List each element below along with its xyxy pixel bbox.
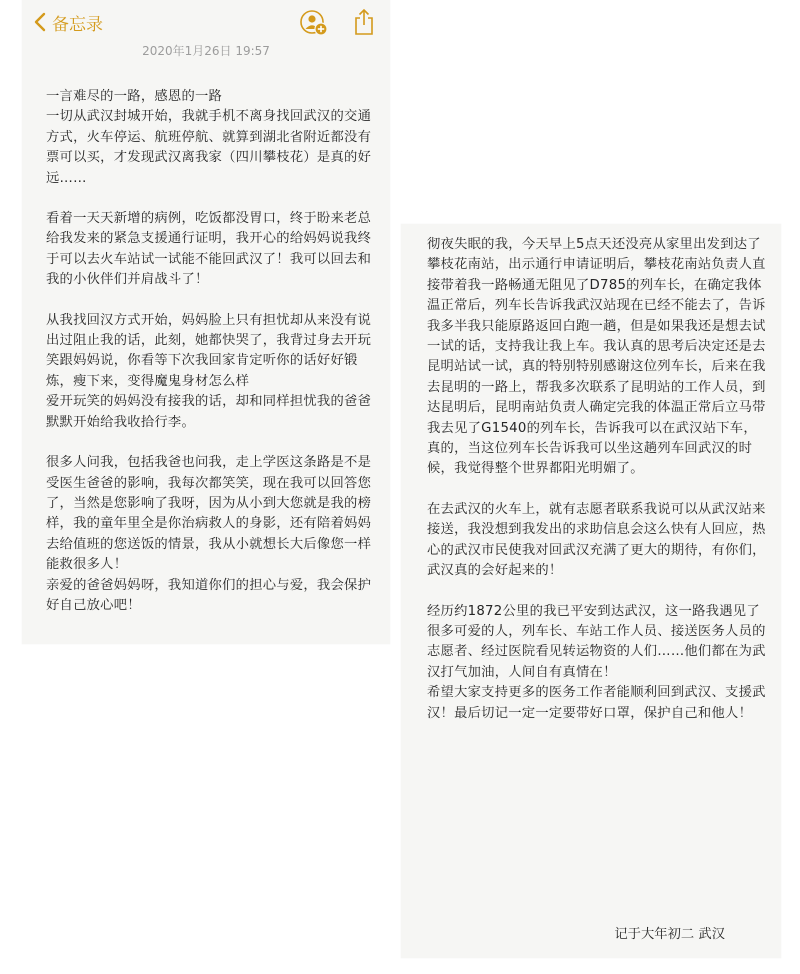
note-paragraph: 从我找回汉方式开始，妈妈脸上只有担忧却从来没有说出过阻止我的话，此刻，她都快哭了，我背过身去开玩笑跟妈妈说，你看等下次我回家肯定听你的话好好锻炼，瘦下来，变得魔鬼身材怎么样 xyxy=(46,312,372,389)
note-paragraph: 希望大家支持更多的医务工作者能顺利回到武汉、支援武汉！最后切记一定一定要带好口罩，保护自己和他人！ xyxy=(427,685,766,721)
note-paragraph: 经历约1872公里的我已平安到达武汉，这一路我遇见了很多可爱的人，列车长、车站工作人员、接送医务人员的志愿者、经过医院看见转运物资的人们……他们都在为武汉打气加油，人间自有真情在！ xyxy=(427,603,766,680)
note-timestamp: 2020年1月26日 19:57 xyxy=(142,44,270,58)
note-paragraph: 一言难尽的一路，感恩的一路 xyxy=(46,89,223,104)
left-note-screenshot xyxy=(22,0,390,644)
note-paragraph: 爱开玩笑的妈妈没有接我的话，却和同样担忧我的爸爸默默开始给我收拾行李。 xyxy=(46,394,372,430)
note-body-left[interactable] xyxy=(46,87,376,616)
back-button-label: 备忘录 xyxy=(52,14,103,35)
note-paragraph: 看着一天天新增的病例，吃饭都没胃口，终于盼来老总给我发来的紧急支援通行证明，我开心的给妈妈说我终于可以去火车站试一试能不能回武汉了！我可以回去和我的小伙伴们并肩战斗了！ xyxy=(46,211,372,288)
back-button[interactable] xyxy=(34,10,103,34)
chevron-left-icon xyxy=(34,12,46,32)
note-paragraph: 在去武汉的火车上，就有志愿者联系我说可以从武汉站来接送，我没想到我发出的求助信息会这么快有人回应，热心的武汉市民使我对回武汉充满了更大的期待，有你们，武汉真的会好起来的！ xyxy=(427,501,766,579)
add-people-button[interactable] xyxy=(299,9,329,37)
note-paragraph: 一切从武汉封城开始，我就手机不离身找回武汉的交通方式，火车停运、航班停航、就算到湖北省附近都没有票可以买，才发现武汉离我家（四川攀枝花）是真的好远…… xyxy=(46,109,372,186)
note-paragraph: 彻夜失眠的我，今天早上5点天还没亮从家里出发到达了攀枝花南站，出示通行申请证明后，攀枝花南站负责人直接带着我一路畅通无阻见了D785的列车长，在确定我体温正常后，列车长告诉我武汉站现在已经不能去了，告诉我多半我只能原路返回白跑一趟，但是如果我还是想去试一试的话，支持我让我上车。我认真的思考后决定还是去昆明站试一试，真的特别特别感谢这位列车长，后来在我去昆明的一路上，帮我多次联系了昆明站的工作人员，到达昆明后，昆明南站负责人确定完我的体温正常后立马带我去见了G1540的列车长，告诉我可以在武汉站下车，真的，当这位列车长告诉我可以坐这趟列车回武汉的时候，我觉得整个世界都阳光明媚了。 xyxy=(427,237,766,477)
nav-bar xyxy=(22,0,390,44)
note-body-right[interactable] xyxy=(427,235,767,724)
right-note-screenshot xyxy=(401,224,781,958)
note-paragraph: 很多人问我，包括我爸也问我，走上学医这条路是不是受医生爸爸的影响，我每次都笑笑，现在我可以回答您了，当然是您影响了我呀，因为从小到大您就是我的榜样，我的童年里全是你治病救人的身影，还有陪着妈妈去给值班的您送饭的情景，我从小就想长大后像您一样能救很多人！ xyxy=(46,455,372,573)
share-icon xyxy=(352,8,376,36)
note-paragraph: 亲爱的爸爸妈妈呀，我知道你们的担心与爱，我会保护好自己放心吧！ xyxy=(46,577,372,613)
share-button[interactable] xyxy=(352,8,376,36)
note-signature: 记于大年初二 武汉 xyxy=(614,927,725,942)
add-person-icon xyxy=(299,9,329,37)
